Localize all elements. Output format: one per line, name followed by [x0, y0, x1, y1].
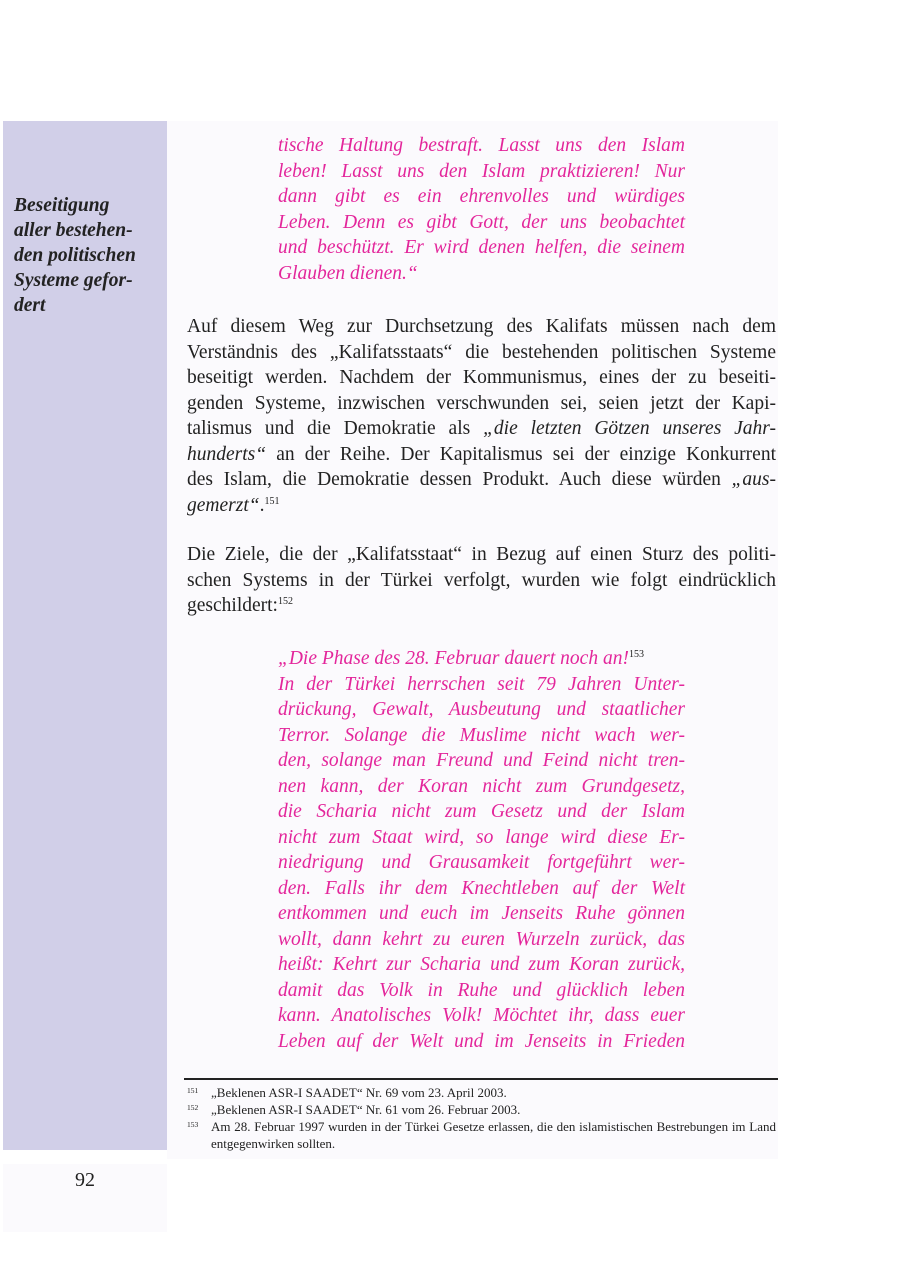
footnotes — [187, 1084, 776, 1152]
text-line: Die Ziele, die der „Kalifatsstaat“ in Bezug auf einen Sturz des politi- — [187, 544, 776, 565]
block-quote-1 — [278, 133, 685, 286]
quoted-phrase: gemerzt“ — [187, 494, 260, 516]
page-number-area — [3, 1164, 167, 1232]
quote-line: Terror. Solange die Muslime nicht wach wer- — [278, 724, 685, 746]
footnote-divider — [184, 1078, 778, 1080]
text-line — [187, 493, 776, 519]
margin-heading-line: Systeme gefor- — [14, 270, 133, 291]
body-paragraph-1 — [187, 314, 776, 518]
text-run: geschildert: — [187, 595, 278, 616]
quote-line: den. Falls ihr dem Knechtleben auf der Welt — [278, 877, 685, 899]
block-quote-2 — [278, 646, 685, 1054]
text-line: beseitigt werden. Nachdem der Kommunismus, eines der zu beseiti- — [187, 367, 776, 388]
text-line: genden Systeme, inzwischen verschwunden sei, seien jetzt der Kapi- — [187, 392, 776, 414]
text-run: an der Reihe. Der Kapitalismus sei der einzige Konkurrent — [266, 443, 776, 465]
footnote-number: 151 — [187, 1086, 199, 1095]
text-run: des Islam, die Demokratie dessen Produkt. Auch diese würden — [187, 469, 732, 490]
text-line — [187, 467, 776, 493]
quote-line: den, solange man Freund und Feind nicht tren- — [278, 750, 685, 771]
margin-heading-line: dert — [14, 295, 46, 316]
footnote-ref[interactable]: 152 — [277, 596, 293, 607]
text-run: talismus und die Demokratie als — [187, 418, 484, 439]
quote-line: die Scharia nicht zum Gesetz und der Islam — [278, 801, 685, 822]
quote-line: kann. Anatolisches Volk! Möchtet ihr, dass euer — [278, 1005, 685, 1026]
margin-heading-line: Beseitigung — [14, 195, 110, 216]
quote-line — [278, 646, 685, 672]
footnote-153 — [187, 1118, 776, 1152]
quote-line: Glauben dienen.“ — [278, 262, 418, 284]
quote-text: „Die Phase des 28. Februar dauert noch an! — [278, 648, 629, 669]
footnote-text: „Beklenen ASR-I SAADET“ Nr. 61 vom 26. Februar 2003. — [211, 1102, 521, 1117]
quote-line: nen kann, der Koran nicht zum Grundgesetz, — [278, 775, 685, 797]
footnote-ref[interactable]: 151 — [264, 495, 280, 507]
quote-line: wollt, dann kehrt zu euren Wurzeln zurück, das — [278, 928, 685, 950]
quote-line: leben! Lasst uns den Islam praktizieren! Nur — [278, 160, 685, 182]
quote-line: dann gibt es ein ehrenvolles und würdiges — [278, 186, 685, 207]
quote-line: und beschützt. Er wird denen helfen, die seinem — [278, 237, 685, 258]
text-line — [187, 442, 776, 468]
quote-line: tische Haltung bestraft. Lasst uns den Islam — [278, 135, 685, 156]
quote-line: entkommen und euch im Jenseits Ruhe gönnen — [278, 903, 685, 924]
main-content — [167, 121, 778, 1159]
body-paragraph-2 — [187, 542, 776, 619]
footnote-text: „Beklenen ASR-I SAADET“ Nr. 69 vom 23. April 2003. — [211, 1085, 507, 1100]
footnote-number: 152 — [187, 1103, 199, 1112]
quote-line: Leben auf der Welt und im Jenseits in Frieden — [278, 1030, 685, 1052]
quoted-phrase: hunderts“ — [187, 443, 267, 465]
text-run: . — [259, 494, 265, 516]
footnote-151 — [187, 1084, 776, 1101]
quote-line: damit das Volk in Ruhe und glücklich leben — [278, 979, 685, 1001]
quote-line: niedrigung und Grausamkeit fortgeführt wer- — [278, 852, 685, 873]
footnote-number: 153 — [187, 1120, 199, 1129]
quote-line: heißt: Kehrt zur Scharia und zum Koran zurück, — [278, 954, 685, 975]
margin-heading-line: den politischen — [14, 245, 136, 266]
quote-line: drückung, Gewalt, Ausbeutung und staatlicher — [278, 699, 685, 720]
footnote-text: Am 28. Februar 1997 wurden in der Türkei Gesetze erlassen, die den islamistischen Bestrebungen im Land entgegenwirken sollten. — [211, 1119, 776, 1151]
page-number: 92 — [75, 1169, 95, 1191]
margin-heading-line: aller bestehen- — [14, 220, 133, 241]
footnote-152 — [187, 1101, 776, 1118]
text-line: schen Systems in der Türkei verfolgt, wurden wie folgt eindrücklich — [187, 569, 776, 591]
text-line — [187, 416, 776, 442]
text-line: Auf diesem Weg zur Durchsetzung des Kalifats müssen nach dem — [187, 316, 776, 337]
quote-line: In der Türkei herrschen seit 79 Jahren Unter- — [278, 673, 685, 695]
footnote-ref[interactable]: 153 — [628, 649, 644, 660]
text-line — [187, 593, 776, 619]
quote-line: Leben. Denn es gibt Gott, der uns beobachtet — [278, 211, 685, 233]
text-line: Verständnis des „Kalifatsstaats“ die bestehenden politischen Systeme — [187, 341, 776, 363]
quoted-phrase: „die letzten Götzen unseres Jahr- — [483, 418, 776, 439]
quote-line: nicht zum Staat wird, so lange wird diese Er- — [278, 826, 685, 848]
quoted-phrase: „aus- — [731, 469, 776, 490]
margin-heading — [14, 193, 154, 318]
